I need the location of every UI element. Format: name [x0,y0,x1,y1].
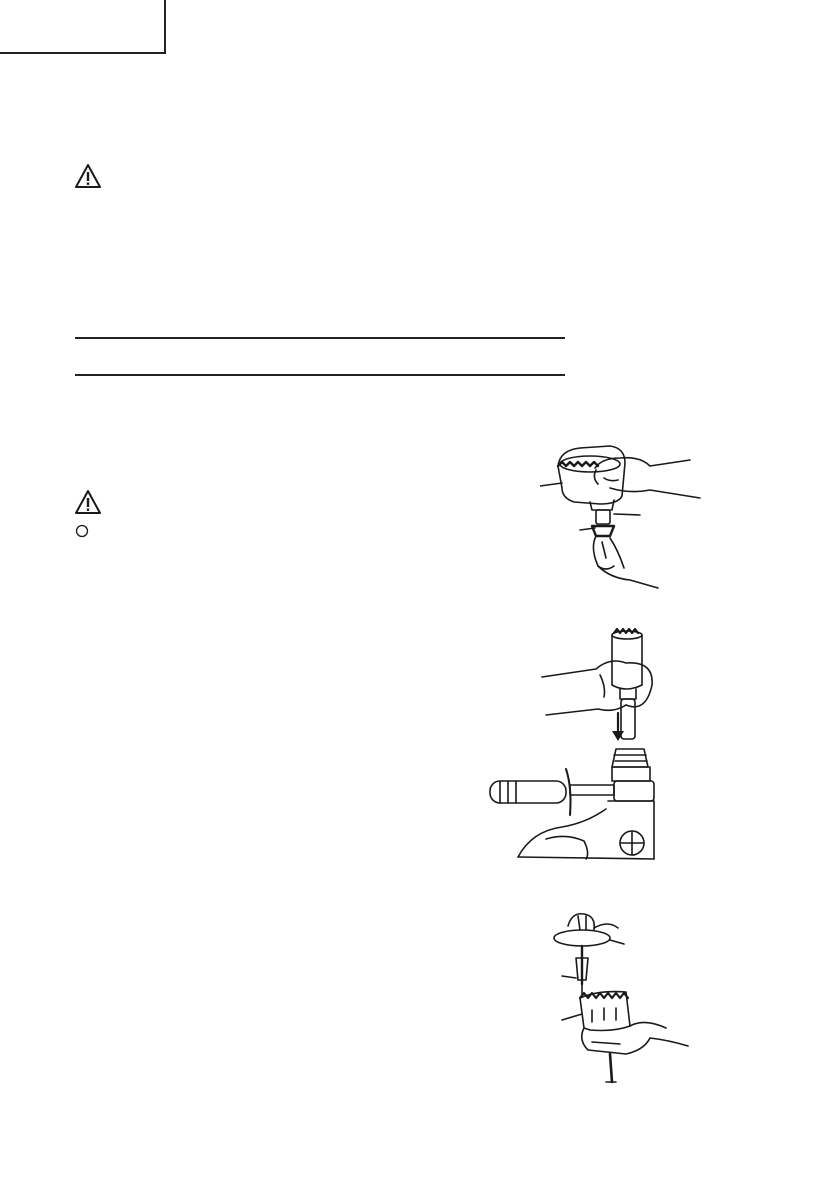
warning-icon [74,163,102,194]
page-corner-tab [0,0,166,54]
warning-icon [74,489,102,520]
section-rule-top [75,337,565,339]
figure-core-bit-insertion [486,627,666,863]
figure-core-bit-removal [548,910,728,1088]
circle-bullet-icon [75,524,89,543]
section-rule-bottom [75,374,565,376]
figure-core-bit-assembly [540,438,720,593]
